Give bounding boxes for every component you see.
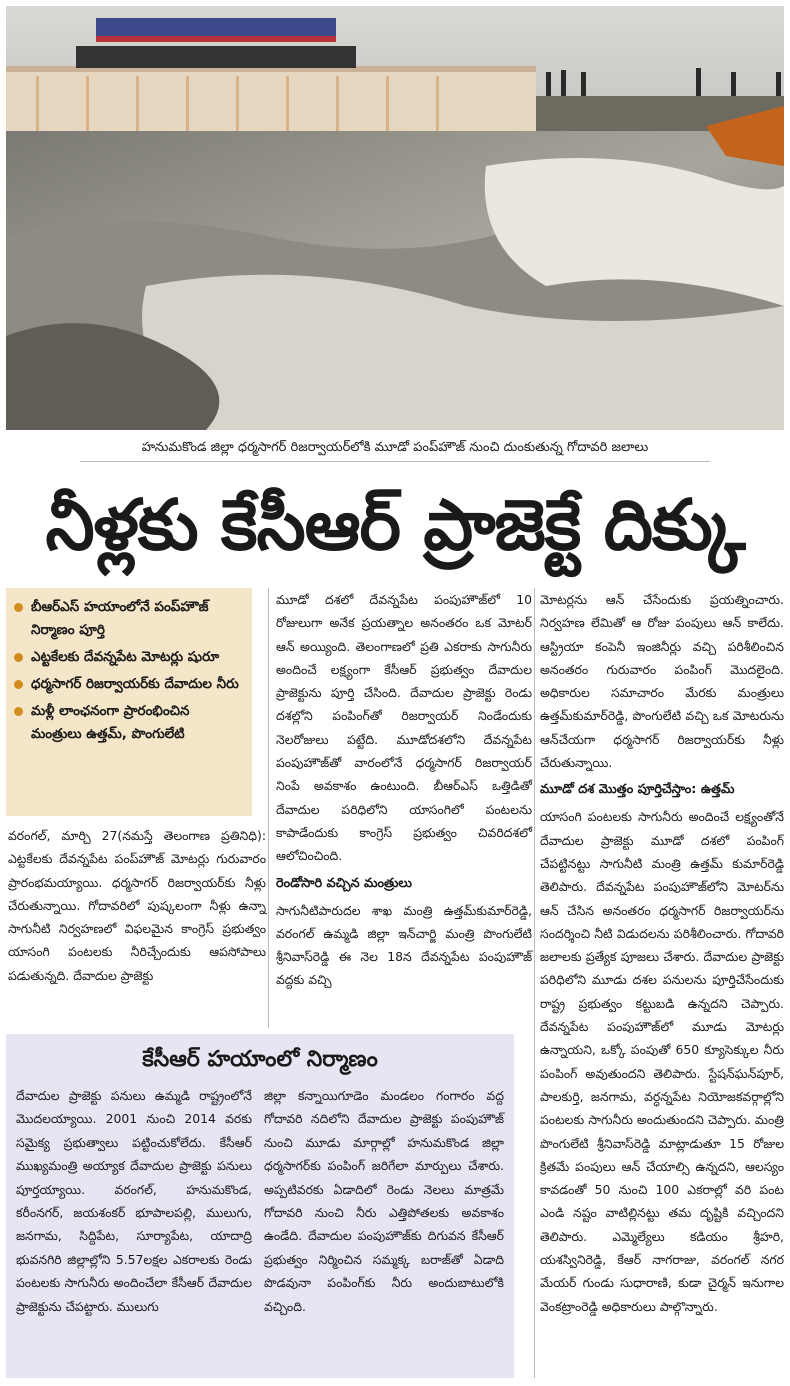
highlight-item — [14, 646, 244, 669]
highlights-box — [6, 588, 252, 816]
article-column-1 — [8, 824, 266, 987]
highlight-item — [14, 673, 244, 696]
article-column-2 — [276, 588, 532, 992]
column-divider — [534, 588, 535, 1378]
sidebar-box-title: కేసీఆర్ హయాంలో నిర్మాణం — [142, 1047, 378, 1072]
article-paragraph: వరంగల్, మార్చి 27(నమస్తే తెలంగాణ ప్రతినిధి): ఎట్టకేలకు దేవన్నపేట పంప్‌హౌజ్ మోటర్లు గురువారం ప్రారంభమయ్యాయి. ధర్మసాగర్ రిజర్వాయర్‌కు నీళ్లు చేరుతున్నాయి. గోదావరిలో పుష్కలంగా నీళ్లు ఉన్నా సాగునీటి నిర్వహణలో విఫలమైన కాంగ్రెస్ ప్రభుత్వం యాసంగి పంటలకు నీరిచ్చేందుకు ఆపసోపాలు పడుతున్నది. దేవాదుల ప్రాజెక్టు — [8, 828, 266, 983]
reservoir-water-photo — [6, 6, 784, 430]
sidebar-paragraph: దేవాదుల ప్రాజెక్టు పనులు ఉమ్మడి రాష్ట్రంలోనే మొదలయ్యాయి. 2001 నుంచి 2014 వరకు సమైక్య ప్రభుత్వాలు పట్టించుకోలేదు. కేసీఆర్ ముఖ్యమంత్రి అయ్యాక దేవాదుల ప్రాజెక్టు పనులు పూర్తయ్యాయి. వరంగల్, హనుమకొండ, కరీంనగర్, జయశంకర్ భూపాలపల్లి, ములుగు, జనగామ, సిద్దిపేట, సూర్యాపేట, యాదాద్రి భువనగిరి జిల్లాల్లోని 5.57లక్షల ఎకరాలకు రెండు పంటలకు సాగునీరు అందించేలా కేసీఆర్ దేవాదుల ప్రాజెక్టును చేపట్టారు. ములుగు — [16, 1088, 252, 1314]
bullet-icon — [14, 680, 23, 689]
sidebar-column-1 — [16, 1084, 252, 1318]
bullet-icon — [14, 707, 23, 716]
highlight-text: బీఆర్‌ఎస్ హయాంలోనే పంప్‌హౌజ్ నిర్మాణం పూర్తి — [31, 599, 209, 638]
highlight-text: ధర్మసాగర్ రిజర్వాయర్‌కు దేవాదుల నీరు — [31, 676, 239, 692]
article-paragraph: మోటర్లను ఆన్ చేసేందుకు ప్రయత్నించారు. నిర్వహణ లేమితో ఆ రోజు పంపులు ఆన్ కాలేదు. ఆస్ట్రియా కంపెనీ ఇంజినీర్లు వచ్చి పరిశీలించిన అనంతరం గురువారం పంపింగ్ మొదలైంది. అధికారుల సమాచారం మేరకు మంత్రులు ఉత్తమ్‌కుమార్‌రెడ్డి, పొంగులేటి వచ్చి ఒక మోటరును ఆన్‌చేయగా ధర్మసాగర్ రిజర్వాయర్‌కు నీళ్లు చేరుతున్నాయి. — [540, 592, 784, 771]
article-paragraph: సాగునీటిపారుదల శాఖ మంత్రి ఉత్తమ్‌కుమార్‌రెడ్డి, వరంగల్ ఉమ్మడి జిల్లా ఇన్‌చార్జి మంత్రి పొంగులేటి శ్రీనివాస్‌రెడ్డి ఈ నెల 18న దేవన్నపేట పంపుహౌజ్ వద్దకు వచ్చి — [276, 902, 532, 988]
photo-caption: హనుమకొండ జిల్లా ధర్మసాగర్ రిజర్వాయర్‌లోకి మూడో పంప్‌హౌజ్ నుంచి దుంకుతున్న గోదావరి జలాలు — [141, 440, 649, 455]
highlight-text: మళ్లీ లాంఛనంగా ప్రారంభించిన మంత్రులు ఉత్తమ్, పొంగులేటి — [31, 703, 190, 742]
subheading: మూడో దశ మొత్తం పూర్తిచేస్తాం: ఉత్తమ్ — [540, 782, 735, 798]
bullet-icon — [14, 653, 23, 662]
caption-divider — [80, 461, 710, 462]
sidebar-column-2 — [264, 1084, 504, 1318]
article-paragraph: యాసంగి పంటలకు సాగునీరు అందించే లక్ష్యంతోనే దేవాదుల ప్రాజెక్టు మూడో దశలో పంపింగ్ చేపట్టినట్టు సాగునీటి మంత్రి ఉత్తమ్ కుమార్‌రెడ్డి తెలిపారు. దేవన్నపేట పంపుహౌజ్‌లోని మోటర్‌ను ఆన్ చేసిన అనంతరం ధర్మసాగర్ రిజర్వాయర్‌ను సందర్శించి నీటి విడుదలను పరిశీలించారు. గోదావరి జలాలకు ప్రత్యేక పూజలు చేశారు. దేవాదుల ప్రాజెక్టు పరిధిలోని మూడు దశల పనులను పూర్తిచేసేందుకు రాష్ట్ర ప్రభుత్వం కట్టుబడి ఉన్నదని చెప్పారు. దేవన్నపేట పంపుహౌజ్‌లో మూడు మోటర్లు ఉన్నాయని, ఒక్కో పంపుతో 650 క్యూసెక్కుల నీరు పంపింగ్ అవుతుందని తెలిపారు. స్టేషన్‌ఘన్‌పూర్, పాలకుర్తి, జనగామ, వర్ధన్నపేట నియోజకవర్గాల్లోని పంటలకు సాగునీరు అందుతుందని చెప్పారు. మంత్రి పొంగులేటి శ్రీనివాస్‌రెడ్డి మాట్లాడుతూ 15 రోజుల క్రితమే పంపులు ఆన్ చేయాల్సి ఉన్నదని, ఆలస్యం కావడంతో 50 నుంచి 100 ఎకరాల్లో వరి పంట ఎండి నష్టం వాటిల్లినట్టు తమ దృష్టికి వచ్చిందని తెలిపారు. ఎమ్మెల్యేలు కడియం శ్రీహరి, యశస్వినిరెడ్డి, కేఆర్ నాగరాజు, వరంగల్ నగర మేయర్ గుండు సుధారాణి, కుడా చైర్మన్ ఇనుగాల వెంకట్రాంరెడ్డి అధికారులు పాల్గొన్నారు. — [540, 809, 784, 1314]
water-scene-graphic — [6, 6, 784, 430]
bullet-icon — [14, 603, 23, 612]
highlight-item — [14, 700, 244, 746]
article-paragraph: మూడో దశలో దేవన్నపేట పంపుహౌజ్‌లో 10 రోజులుగా అనేక ప్రయత్నాల అనంతరం ఒక మోటర్ ఆన్ అయ్యింది. తెలంగాణలో ప్రతి ఎకరాకు సాగునీరు అందించే లక్ష్యంగా కేసీఆర్ ప్రభుత్వం దేవాదుల ప్రాజెక్టును పూర్తి చేసింది. దేవాదుల ప్రాజెక్టు రెండు దశల్లోని పంపింగ్‌తో రిజర్వాయర్ నిండేందుకు నెలరోజులు పట్టేది. మూడోదశలోని దేవన్నపేట పంపుహౌజ్‌తో వారంలోనే ధర్మసాగర్ రిజర్వాయర్ నింపే అవకాశం ఉంటుంది. బీఆర్‌ఎస్ ఒత్తిడితో దేవాదుల పరిధిలోని యాసంగిలో పంటలను కాపాడేందుకు కాంగ్రెస్ ప్రభుత్వం చివరిదశలో ఆలోచించింది. — [276, 592, 532, 864]
highlight-text: ఎట్టకేలకు దేవన్నపేట మోటర్లు షురూ — [31, 649, 220, 665]
highlight-item — [14, 596, 244, 642]
subheading: రెండోసారి వచ్చిన మంత్రులు — [276, 875, 412, 891]
headline: నీళ్లకు కేసీఆర్ ప్రాజెక్టే దిక్కు — [45, 484, 745, 566]
sidebar-box — [6, 1034, 514, 1378]
article-column-3 — [540, 588, 784, 1318]
column-divider — [268, 588, 269, 1028]
sidebar-paragraph: జిల్లా కన్నాయిగూడెం మండలం గంగారం వద్ద గోదావరి నదిలోని దేవాదుల ప్రాజెక్టు పంపుహౌజ్ నుంచి మూడు మార్గాల్లో హనుమకొండ జిల్లా ధర్మసాగర్‌కు పంపింగ్ జరిగేలా మార్పులు చేశారు. అప్పటివరకు ఏడాదిలో రెండు నెలలు మాత్రమే గోదావరి నుంచి నీరు ఎత్తిపోతలకు అవకాశం ఉండేది. దేవాదుల పంపుహౌజ్‌కు దిగువన కేసీఆర్ ప్రభుత్వం నిర్మించిన సమ్మక్క బరాజ్‌తో ఏడాది పొడవునా పంపింగ్‌కు నీరు అందుబాటులోకి వచ్చింది. — [264, 1088, 504, 1314]
